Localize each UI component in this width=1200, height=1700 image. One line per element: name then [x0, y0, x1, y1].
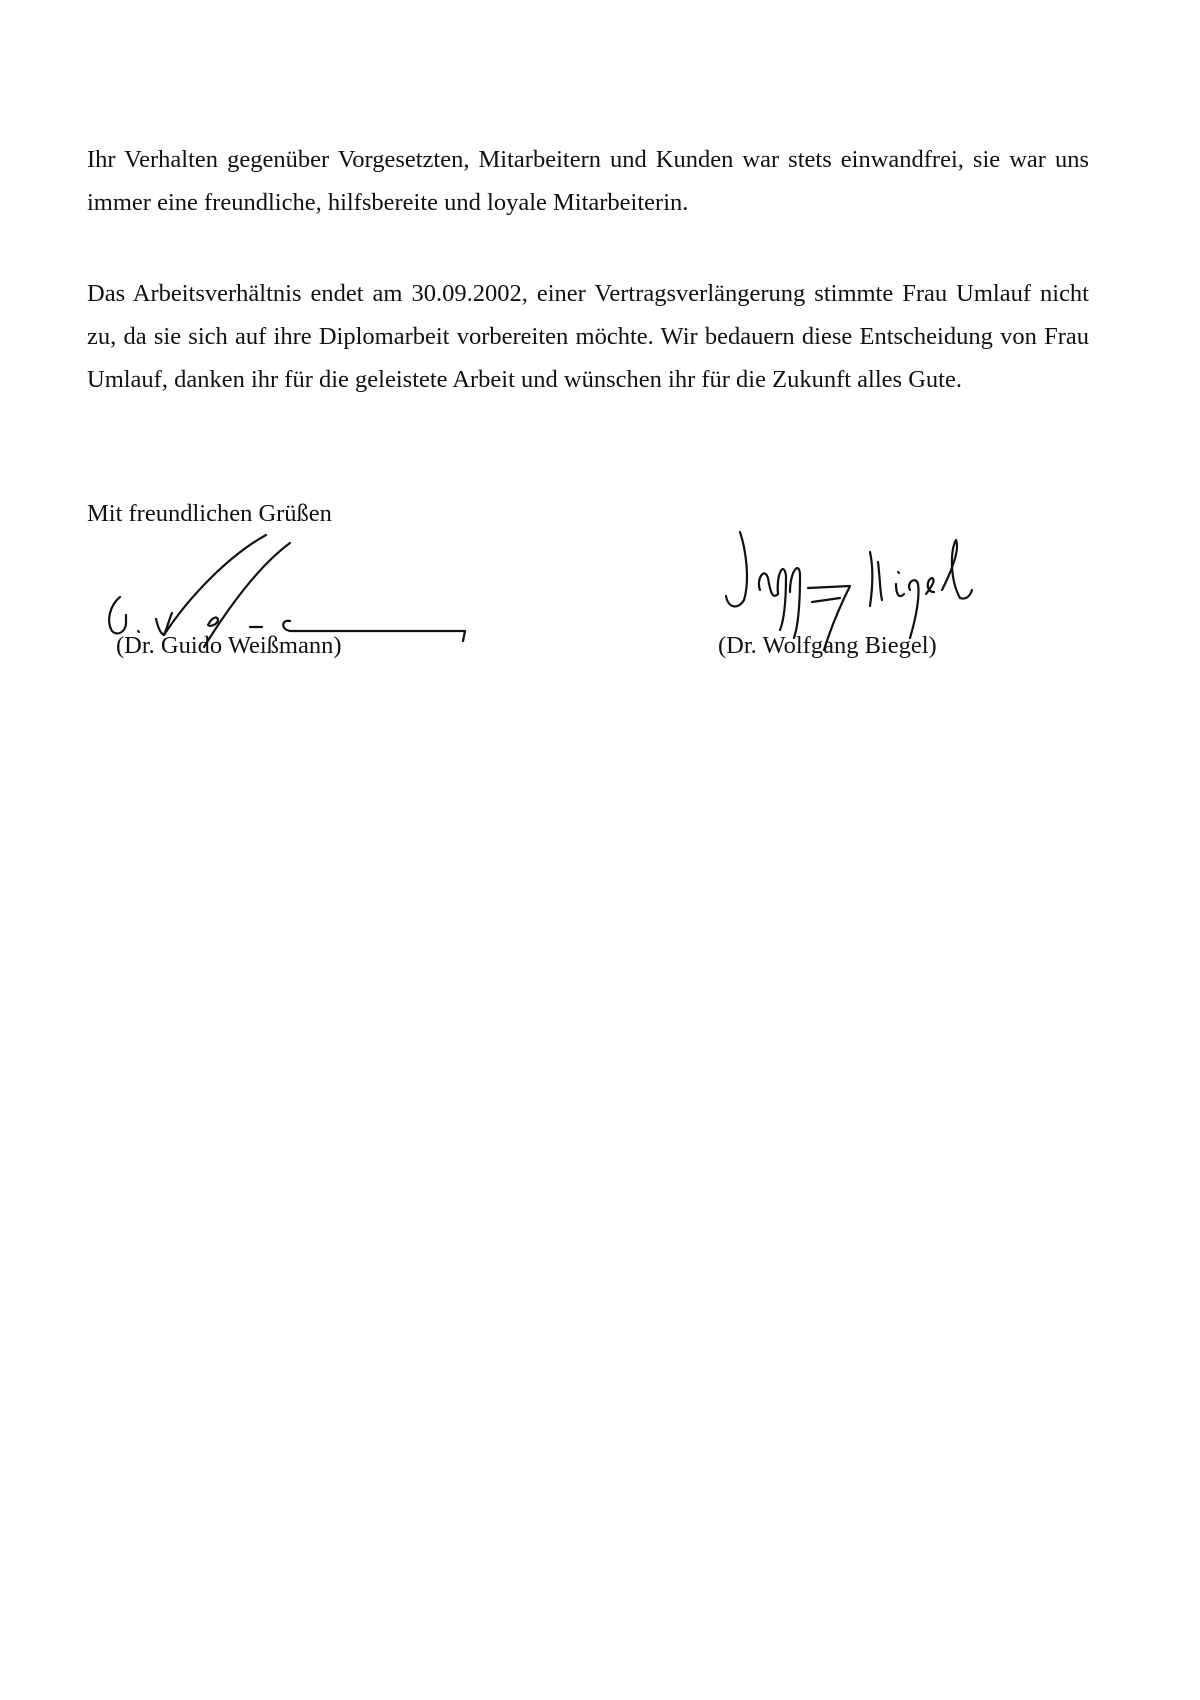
closing-salutation: Mit freundlichen Grüßen: [87, 500, 332, 527]
signer-name-biegel: (Dr. Wolfgang Biegel): [718, 632, 937, 659]
body-paragraph-conduct: Ihr Verhalten gegenüber Vorgesetzten, Mitarbeitern und Kunden war stets einwandfrei, sie war uns immer eine freundliche, hilfsbereite und loyale Mitarbeiterin.: [87, 146, 1089, 216]
signer-name-weissmann: (Dr. Guido Weißmann): [116, 632, 342, 659]
body-paragraph-termination: Das Arbeitsverhältnis endet am 30.09.2002, einer Vertragsverlängerung stimmte Frau Umlauf nicht zu, da sie sich auf ihre Diplomarbeit vorbereiten möchte. Wir bedauern diese Entscheidung von Frau Umlauf, danken ihr für die geleistete Arbeit und wünschen ihr für die Zukunft alles Gute.: [87, 280, 1089, 393]
